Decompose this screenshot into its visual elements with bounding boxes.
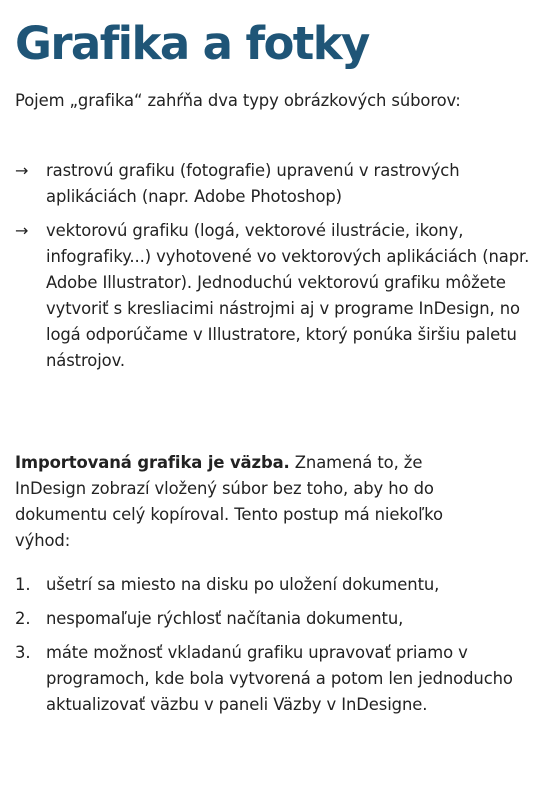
- list-item: [15, 572, 535, 598]
- advantages-list: [15, 572, 535, 718]
- arrow-right-icon: →: [15, 161, 29, 180]
- list-item-text: máte možnosť vkladanú grafiku upravovať priamo v programoch, kde bola vytvorená a potom len jednoducho aktualizovať väzbu v paneli Väzby v InDesigne.: [46, 643, 513, 714]
- intro-paragraph: Pojem „grafika“ zahŕňa dva typy obrázkových súborov:: [15, 91, 461, 110]
- list-item-text: vektorovú grafiku (logá, vektorové ilustrácie, ikony, infografiky...) vyhotovené vo vektorových aplikáciách (napr. Adobe Illustrator). Jednoduchú vektorovú grafiku môžete vytvoriť s kresliacimi nástrojmi aj v programe InDesign, no logá odporúčame v Illustratore, ktorý ponúka širšiu paletu nástrojov.: [46, 221, 530, 370]
- import-body: Znamená to, že InDesign zobrazí vložený súbor bez toho, aby ho do dokumentu celý kopíroval. Tento postup má niekoľko výhod:: [15, 453, 443, 550]
- list-item: [15, 606, 535, 632]
- import-lead: Importovaná grafika je väzba.: [15, 453, 290, 472]
- list-number: 3.: [15, 643, 31, 662]
- list-item-text: ušetrí sa miesto na disku po uložení dokumentu,: [46, 575, 440, 594]
- list-item-text: rastrovú grafiku (fotografie) upravenú v rastrových aplikáciách (napr. Adobe Photoshop): [46, 161, 460, 206]
- list-item-text: nespomaľuje rýchlosť načítania dokumentu,: [46, 609, 404, 628]
- import-paragraph: [15, 450, 485, 554]
- list-number: 2.: [15, 609, 31, 628]
- arrow-right-icon: →: [15, 221, 29, 240]
- list-item: [15, 218, 535, 374]
- list-item: [15, 158, 535, 210]
- list-number: 1.: [15, 575, 31, 594]
- list-item: [15, 640, 535, 718]
- page-title: Grafika a fotky: [15, 17, 369, 70]
- graphic-types-list: [15, 158, 535, 374]
